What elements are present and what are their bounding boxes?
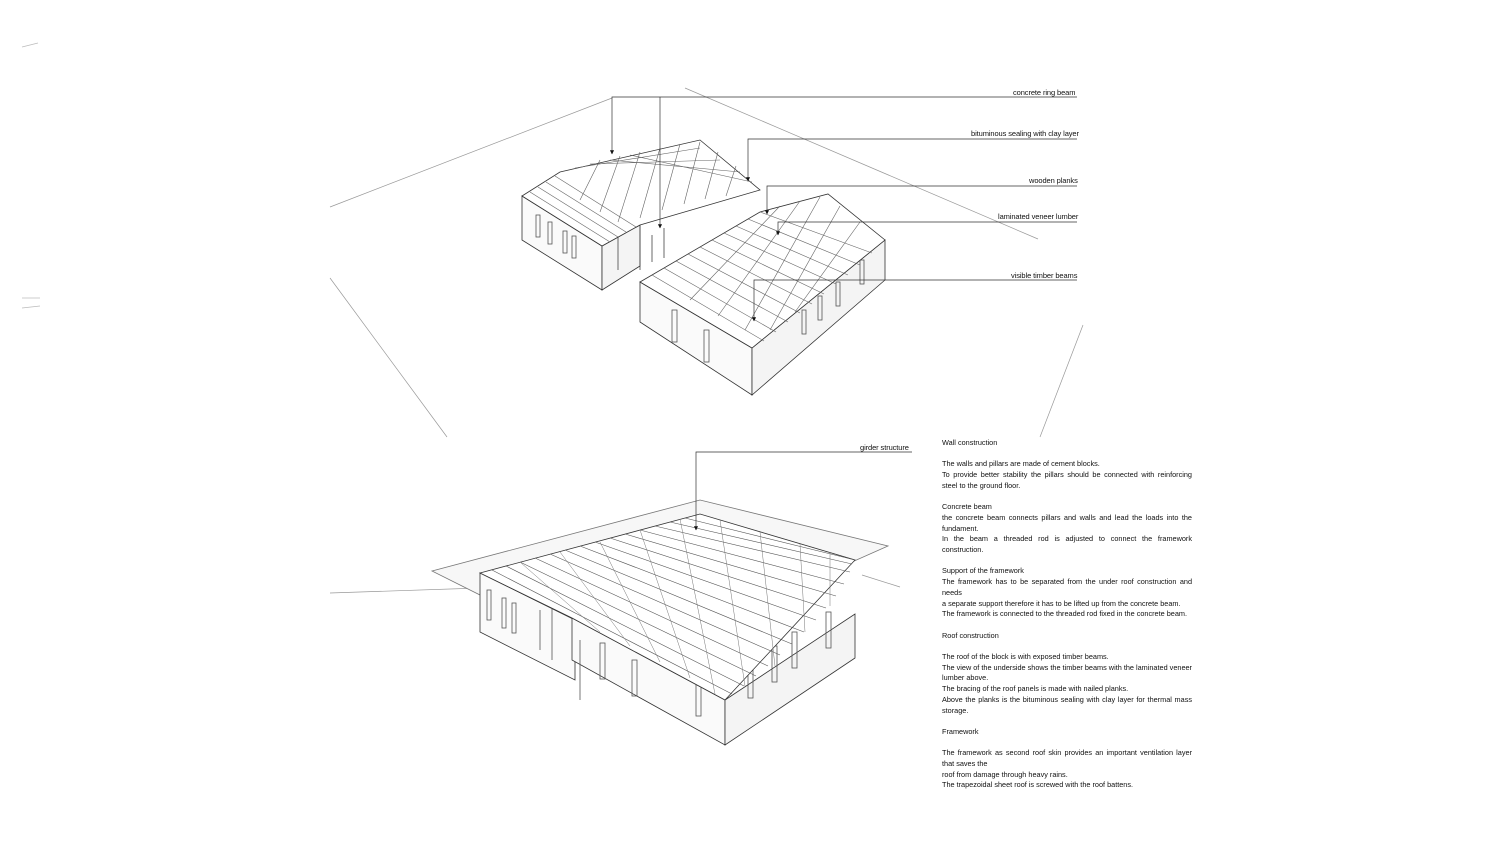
heading-concrete-beam: Concrete beam bbox=[942, 502, 992, 512]
heading-support-framework: Support of the framework bbox=[942, 566, 1024, 576]
label-girder-structure: girder structure bbox=[860, 443, 909, 452]
section-framework bbox=[942, 727, 1192, 791]
label-laminated-veneer-lumber: laminated veneer lumber bbox=[998, 212, 1079, 221]
construction-notes bbox=[942, 438, 1192, 802]
label-bituminous-sealing: bituminous sealing with clay layer bbox=[971, 129, 1079, 138]
note-line: the concrete beam connects pillars and walls and lead the loads into the fundament. bbox=[942, 512, 1192, 533]
note-line: The view of the underside shows the timber beams with the laminated veneer lumber above. bbox=[942, 662, 1192, 683]
section-support-framework bbox=[942, 566, 1192, 620]
note-line: The framework is connected to the threaded rod fixed in the concrete beam. bbox=[942, 609, 1187, 619]
note-line: The trapezoidal sheet roof is screwed with the roof battens. bbox=[942, 780, 1134, 790]
section-wall-construction bbox=[942, 438, 1192, 492]
lower-axonometric bbox=[330, 500, 900, 745]
note-line: roof from damage through heavy rains. bbox=[942, 769, 1068, 779]
stray-marks bbox=[22, 43, 40, 308]
upper-axonometric bbox=[330, 88, 1083, 437]
note-line: To provide better stability the pillars should be connected with reinforcing steel to the ground floor. bbox=[942, 470, 1192, 490]
heading-roof-construction: Roof construction bbox=[942, 630, 999, 640]
note-line: The framework has to be separated from the under roof construction and needs bbox=[942, 577, 1192, 597]
label-wooden-planks: wooden planks bbox=[1029, 176, 1078, 185]
heading-wall-construction: Wall construction bbox=[942, 438, 998, 447]
label-concrete-ring-beam: concrete ring beam bbox=[1013, 88, 1076, 97]
note-line: The walls and pillars are made of cement blocks. bbox=[942, 459, 1100, 469]
note-line: a separate support therefore it has to be lifted up from the concrete beam. bbox=[942, 598, 1181, 608]
section-roof-construction bbox=[942, 631, 1192, 717]
note-line: The bracing of the roof panels is made with nailed planks. bbox=[942, 684, 1129, 694]
section-concrete-beam bbox=[942, 502, 1192, 556]
note-line: The framework as second roof skin provides an important ventilation layer that saves the bbox=[942, 748, 1192, 768]
note-line: Above the planks is the bituminous sealing with clay layer for thermal mass storage. bbox=[942, 694, 1192, 715]
heading-framework: Framework bbox=[942, 726, 979, 736]
note-line: The roof of the block is with exposed timber beams. bbox=[942, 651, 1109, 661]
note-line: In the beam a threaded rod is adjusted to connect the framework construction. bbox=[942, 534, 1192, 554]
label-visible-timber-beams: visible timber beams bbox=[1011, 271, 1078, 280]
